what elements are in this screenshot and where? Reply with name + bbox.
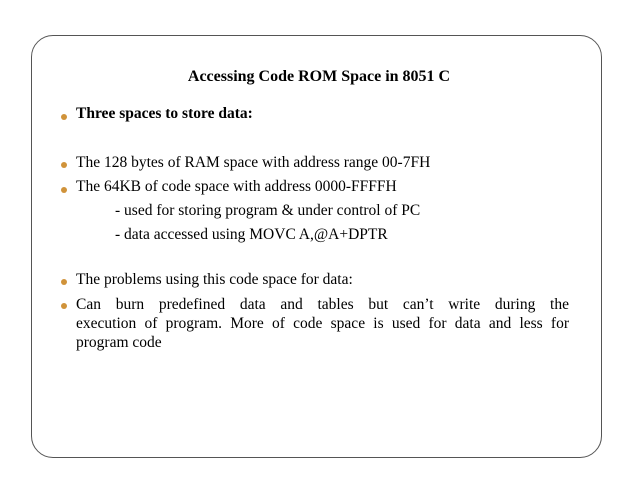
bullet-dot [61,279,67,285]
paragraph [76,295,569,352]
bullet-dot [61,187,67,193]
sub-item-program: - used for storing program & under control of PC [115,202,421,219]
slide-frame [31,35,602,458]
bullet-code: The 64KB of code space with address 0000-FFFFH [76,178,397,195]
slide-title: Accessing Code ROM Space in 8051 C [187,68,451,85]
sub-item-movc: - data accessed using MOVC A,@A+DPTR [115,226,388,243]
heading: Three spaces to store data: [76,105,253,122]
bullet-dot [61,114,67,120]
bullet-problems: The problems using this code space for data: [76,271,353,288]
bullet-ram: The 128 bytes of RAM space with address range 00-7FH [76,154,431,171]
paragraph-line: program code [76,334,162,351]
paragraph-line: execution of program. More of code space is used for data and less for [76,315,569,332]
paragraph-line: Can burn predefined data and tables but can’t write during the [76,296,569,313]
bullet-dot [61,162,67,168]
bullet-dot [61,303,67,309]
